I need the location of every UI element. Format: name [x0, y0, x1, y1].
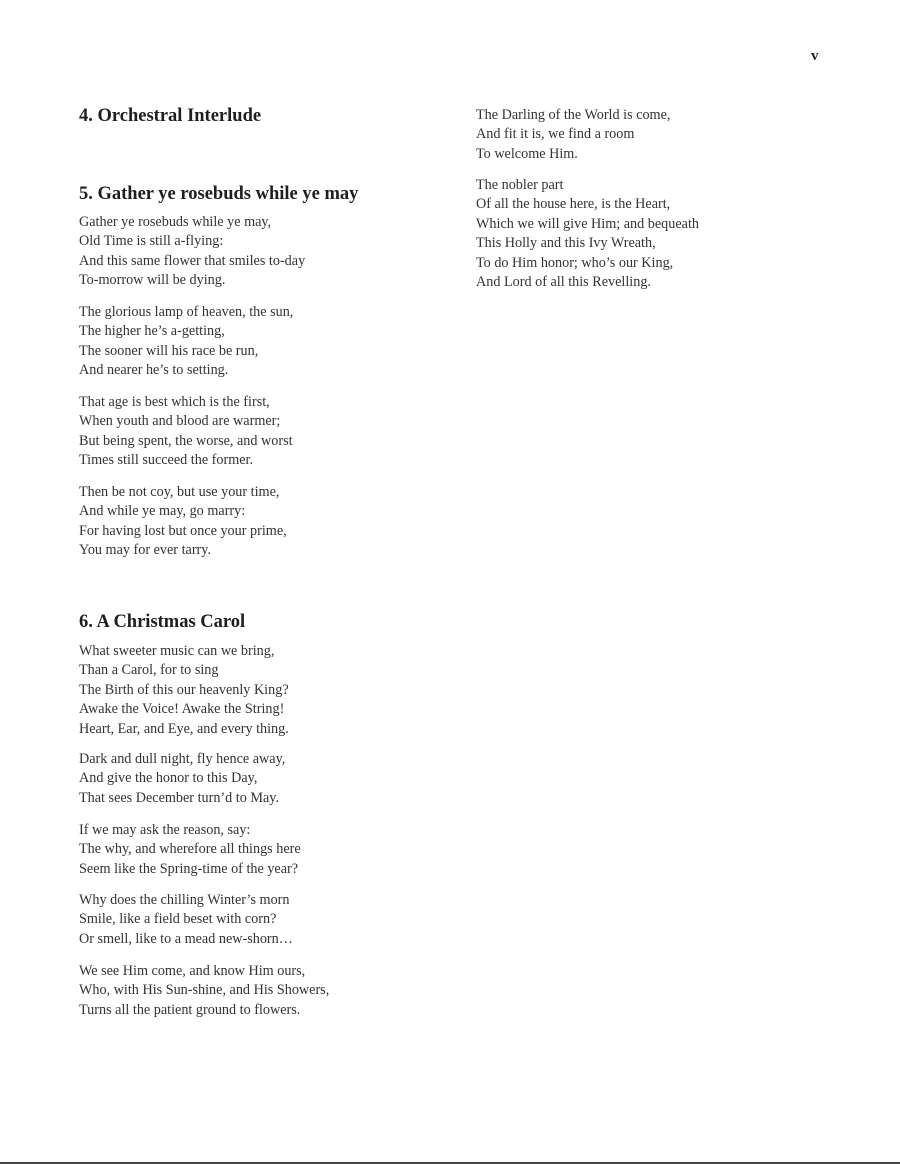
verse-line: To do Him honor; who’s our King, [476, 254, 674, 271]
verse-line: The Birth of this our heavenly King? [79, 681, 289, 698]
verse-line: That sees December turn’d to May. [79, 789, 279, 806]
verse-line: And nearer he’s to setting. [79, 362, 229, 379]
verse-line: Than a Carol, for to sing [79, 662, 219, 679]
verse-line: Which we will give Him; and bequeath [476, 215, 699, 232]
verse-line: The why, and wherefore all things here [79, 841, 301, 858]
verse-line: The nobler part [476, 177, 564, 193]
verse-line: The Darling of the World is come, [476, 107, 671, 123]
verse-line: And while ye may, go marry: [79, 503, 246, 520]
verse-line: Turns all the patient ground to flowers. [79, 1001, 301, 1018]
verse-line: And this same flower that smiles to-day [79, 252, 306, 269]
verse-line: Dark and dull night, fly hence away, [79, 751, 286, 767]
stanza [79, 483, 287, 561]
verse-line: Gather ye rosebuds while ye may, [79, 214, 272, 230]
verse-line: Of all the house here, is the Heart, [476, 196, 671, 213]
stanza [79, 962, 329, 1020]
stanza [79, 393, 293, 471]
section-heading-gather-ye-rosebuds: 5. Gather ye rosebuds while ye may [79, 184, 359, 204]
verse-line: To welcome Him. [476, 145, 578, 162]
verse-line: You may for ever tarry. [79, 542, 211, 559]
section-heading-orchestral-interlude: 4. Orchestral Interlude [79, 106, 262, 126]
verse-line: We see Him come, and know Him ours, [79, 963, 306, 979]
verse-line: Why does the chilling Winter’s morn [79, 892, 290, 908]
verse-line: This Holly and this Ivy Wreath, [476, 235, 656, 252]
verse-line: Old Time is still a-flying: [79, 233, 224, 250]
verse-line: Or smell, like to a mead new-shorn… [79, 930, 293, 947]
verse-line: That age is best which is the first, [79, 394, 270, 410]
section-heading-a-christmas-carol: 6. A Christmas Carol [79, 612, 246, 632]
stanza [476, 176, 699, 292]
verse-line: The glorious lamp of heaven, the sun, [79, 304, 294, 320]
stanza [476, 106, 670, 164]
verse-line: And fit it is, we find a room [476, 126, 635, 143]
stanza [79, 213, 305, 291]
verse-line: If we may ask the reason, say: [79, 822, 251, 838]
verse-line: And Lord of all this Revelling. [476, 274, 651, 291]
verse-line: But being spent, the worse, and worst [79, 432, 293, 449]
verse-line: Who, with His Sun-shine, and His Showers, [79, 982, 330, 999]
stanza [79, 821, 301, 879]
stanza [79, 891, 293, 949]
stanza [79, 642, 289, 739]
verse-line: Awake the Voice! Awake the String! [79, 701, 285, 718]
verse-line: To-morrow will be dying. [79, 272, 226, 289]
verse-line: Smile, like a field beset with corn? [79, 911, 277, 928]
verse-line: The higher he’s a-getting, [79, 323, 225, 340]
verse-line: Seem like the Spring-time of the year? [79, 860, 299, 877]
verse-line: And give the honor to this Day, [79, 770, 258, 787]
stanza [79, 303, 293, 381]
verse-line: The sooner will his race be run, [79, 342, 259, 359]
verse-line: When youth and blood are warmer; [79, 413, 281, 430]
stanza [79, 750, 285, 808]
verse-line: What sweeter music can we bring, [79, 643, 275, 659]
verse-line: Then be not coy, but use your time, [79, 484, 280, 500]
page-number: v [811, 48, 819, 64]
verse-line: For having lost but once your prime, [79, 522, 287, 539]
verse-line: Times still succeed the former. [79, 452, 254, 469]
verse-line: Heart, Ear, and Eye, and every thing. [79, 720, 289, 737]
